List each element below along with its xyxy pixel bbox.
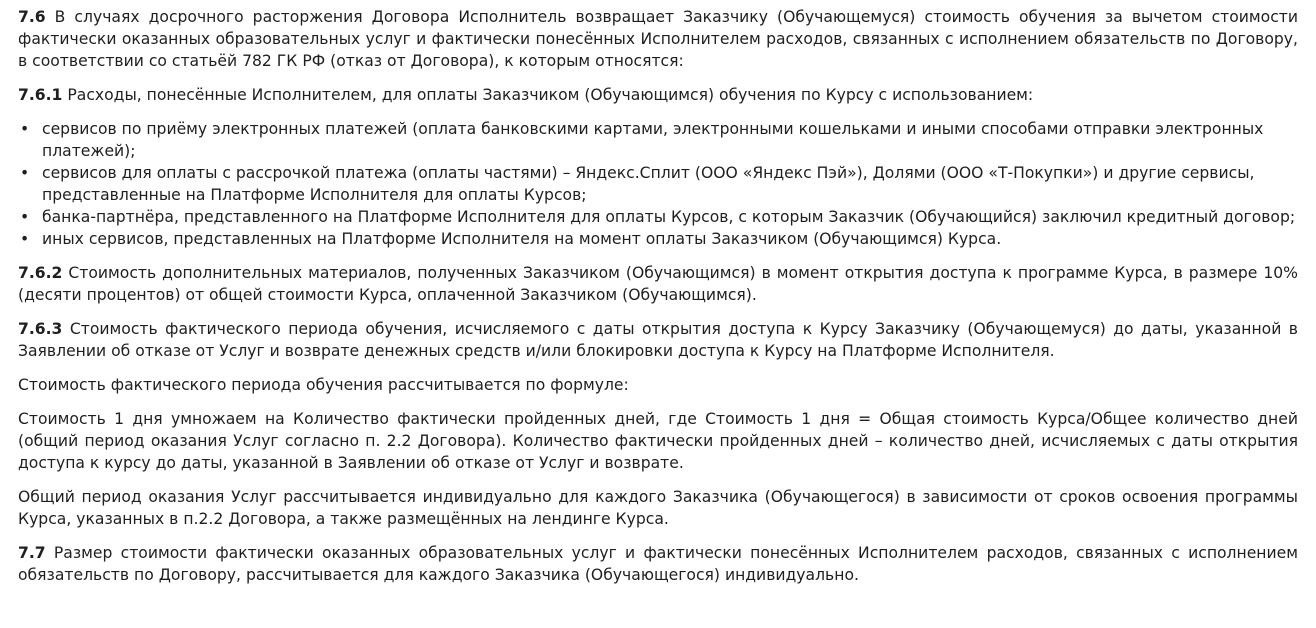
clause-text: Стоимость дополнительных материалов, полученных Заказчиком (Обучающимся) в момент открытия доступа к программе Курса, в размере 10% (десяти процентов) от общей стоимости Курса, оплаченной Заказчиком (Обучающимся). — [18, 264, 1298, 304]
payment-services-list — [18, 118, 1298, 250]
formula-text: Стоимость 1 дня умножаем на Количество фактически пройденных дней, где Стоимость 1 дня = Общая стоимость Курса/Общее количество дней (общий период оказания Услуг согласно п. 2.2 Договора). Количество фактически пройденных дней – количество дней, исчисляемых с даты открытия доступа к курсу до даты, указанной в Заявлении об отказе от Услуг и возврате. — [18, 410, 1298, 472]
clause-text: Размер стоимости фактически оказанных образовательных услуг и фактически понесённых Исполнителем расходов, связанных с исполнением обязательств по Договору, рассчитывается для каждого Заказчика (Обучающегося) индивидуально. — [18, 544, 1298, 584]
formula-intro: Стоимость фактического периода обучения рассчитывается по формуле: — [18, 376, 629, 394]
clause-number: 7.7 — [18, 544, 46, 562]
clause-7-6-3 — [18, 318, 1298, 362]
clause-7-6-1 — [18, 84, 1298, 106]
clause-number: 7.6.2 — [18, 264, 63, 282]
service-period-text: Общий период оказания Услуг рассчитывается индивидуально для каждого Заказчика (Обучающегося) в зависимости от сроков освоения программы Курса, указанных в п.2.2 Договора, а также размещённых на лендинге Курса. — [18, 488, 1298, 528]
clause-7-7 — [18, 542, 1298, 586]
clause-number: 7.6.3 — [18, 320, 63, 338]
clause-text: Стоимость фактического периода обучения, исчисляемого с даты открытия доступа к Курсу Заказчику (Обучающемуся) до даты, указанной в Заявлении об отказе от Услуг и возврате денежных средств и/или блокировки доступа к Курсу на Платформе Исполнителя. — [18, 320, 1298, 360]
clause-text: В случаях досрочного расторжения Договора Исполнитель возвращает Заказчику (Обучающемуся) стоимость обучения за вычетом стоимости фактически оказанных образовательных услуг и фактически понесённых Исполнителем расходов, связанных с исполнением обязательств по Договору, в соответствии со статьёй 782 ГК РФ (отказ от Договора), к которым относятся: — [18, 8, 1298, 70]
clause-7-6-2 — [18, 262, 1298, 306]
clause-text: Расходы, понесённые Исполнителем, для оплаты Заказчиком (Обучающимся) обучения по Курсу с использованием: — [62, 86, 1034, 104]
list-item: • сервисов по приёму электронных платежей (оплата банковскими картами, электронными кошельками и иными способами отправки электронных платежей); — [18, 118, 1298, 162]
clause-number: 7.6.1 — [18, 86, 63, 104]
list-item: • иных сервисов, представленных на Платформе Исполнителя на момент оплаты Заказчиком (Обучающимся) Курса. — [18, 228, 1298, 250]
clause-number: 7.6 — [18, 8, 46, 26]
list-item: • банка-партнёра, представленного на Платформе Исполнителя для оплаты Курсов, с которым Заказчик (Обучающийся) заключил кредитный договор; — [18, 206, 1298, 228]
clause-7-6 — [18, 6, 1298, 72]
list-item: • сервисов для оплаты с рассрочкой платежа (оплаты частями) – Яндекс.Сплит (ООО «Яндекс Пэй»), Долями (ООО «Т-Покупки») и другие сервисы, представленные на Платформе Исполнителя для оплаты Курсов; — [18, 162, 1298, 206]
